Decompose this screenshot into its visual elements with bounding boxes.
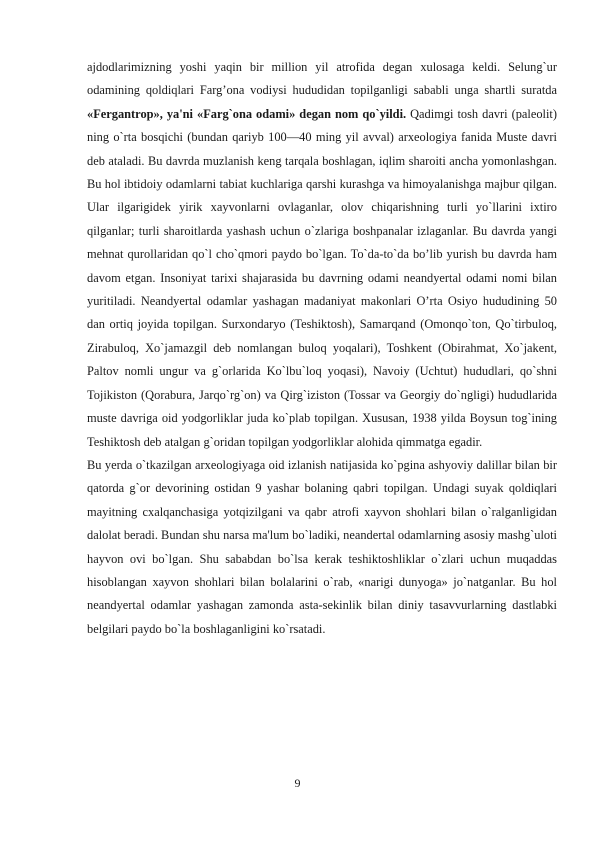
paragraph-2: Bu yerda o`tkazilgan arxeologiyaga oid izlanish natijasida ko`pgina ashyoviy dalillar bilan bir qatorda g`or devorining ostidan 9 yashar bolaning qabri topilgan. Undagi suyak qoldiqlari mayitning cxalqanchasiga yotqizilgani va qabr atrofi xayvon shohlari bilan o`ralganligidan dalolat beradi. Bundan shu narsa ma'lum bo`ladiki, neandertal odamlarning asosiy mashg`uloti hayvon ovi bo`lgan. Shu sababdan bo`lsa kerak teshiktoshliklar o`zlari uchun muqaddas hisoblangan xayvon shohlari bilan bolalarini o`rab, «narigi dunyoga» jo`natganlar. Bu hol neandyertal odamlar yashagan zamonda asta-sekinlik bilan diniy tasavvurlarning dastlabki belgilari paydo bo`la boshlaganligini ko`rsatadi. (87, 457, 557, 636)
paragraph-1-text-a: ajdodlarimizning yoshi yaqin bir million yil atrofida degan xulosaga keldi. Selung`ur odamining qoldiqlari Farg’ona vodiysi hududidan topilganligi sababli unga shartli suratda (87, 60, 557, 98)
paragraph-1-text-b: Qadimgi tosh davri (paleolit) ning o`rta bosqichi (bundan qariyb 100—40 ming yil avval) arxeologiya fanida Muste davri deb ataladi. Bu davrda muzlanish keng tarqala boshlagan, iqlim sharoiti ancha yomonlashgan. Bu hol ibtidoiy odamlarni tabiat kuchlariga qarshi kurashga va himoyalanishga majbur qilgan. Ular ilgarigidek yirik xayvonlarni ovlaganlar, olov chiqarishning turli yo`llarini ixtiro qilganlar; turli sharoitlarda yashash uchun o`zlariga boshpanalar izlaganlar. Bu davrda yangi mehnat qurollaridan qo`l cho`qmori paydo bo`lgan. To`da-to`da bo’lib yurish bu davrda ham davom etgan. Insoniyat tarixi shajarasida bu davrning odami neandyertal odami nomi bilan yuritiladi. Neandyertal odamlar yashagan madaniyat makonlari O’rta Osiyo hududining 50 dan ortiq joyida topilgan. Surxondaryo (Teshiktosh), Samarqand (Omonqo`ton, Qo`tirbuloq, Zirabuloq, Xo`jamazgil deb nomlangan buloq yoqalari), Toshkent (Obirahmat, Xo`jakent, Paltov nomli ungur va g`orlarida Ko`lbu`loq yoqasi), Navoiy (Uchtut) hududlari, qo`shni Tojikiston (Qorabura, Jarqo`rg`on) va Qirg`iziston (Tossar va Georgiy do`ngligi) hududlarida muste davriga oid yodgorliklar juda ko`plab topilgan. Xususan, 1938 yilda Boysun tog`ining Teshiktosh deb atalgan g`oridan topilgan yodgorliklar alohida qimmatga egadir. (87, 106, 557, 449)
page-number: 9 (294, 776, 301, 790)
paragraph-1 (87, 56, 557, 454)
body-text (87, 56, 557, 641)
paragraph-1-bold-phrase: «Fergantrop», ya'ni «Farg`ona odami» degan nom qo`yildi. (87, 106, 407, 121)
